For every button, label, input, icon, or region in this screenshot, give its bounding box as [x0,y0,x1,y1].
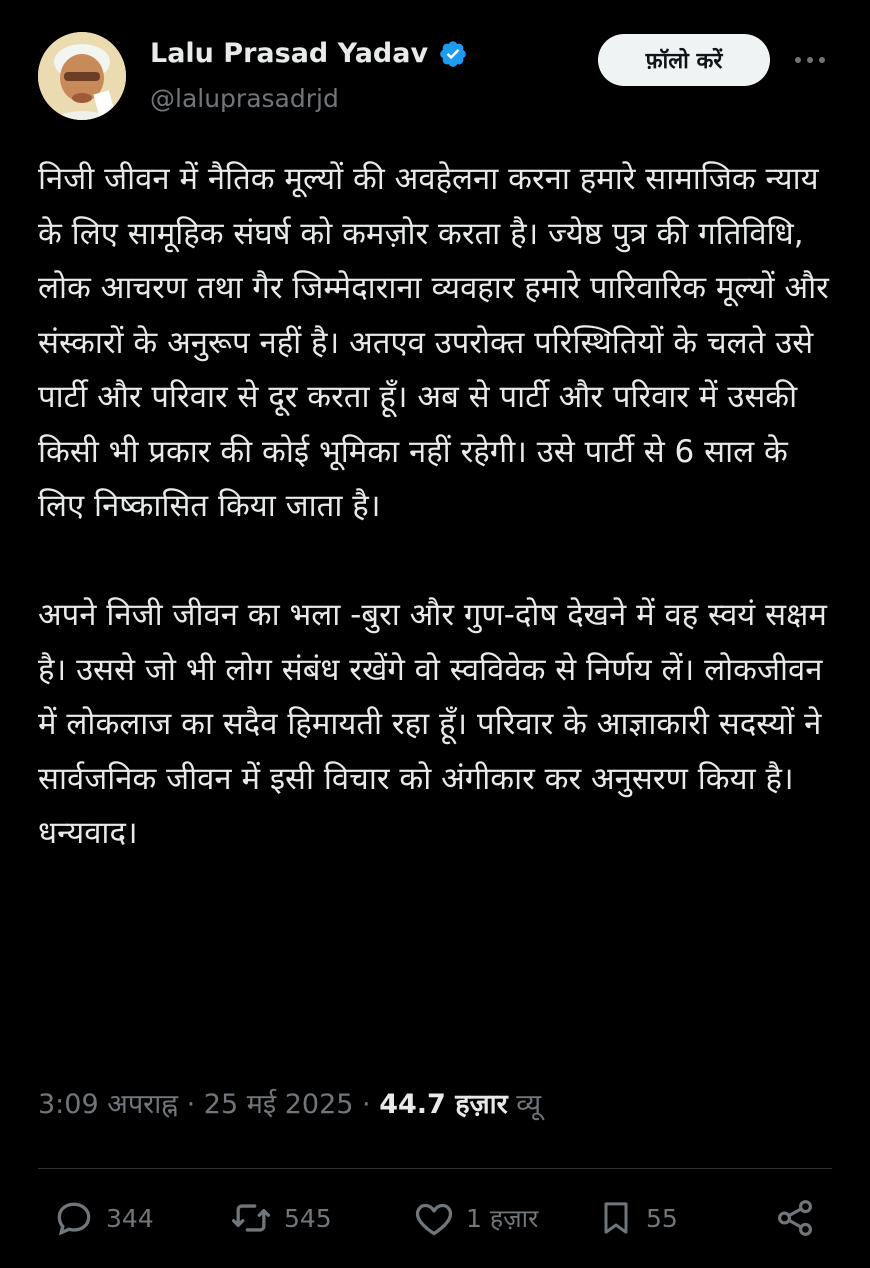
reply-count: 344 [106,1203,154,1233]
share-icon [774,1196,816,1240]
meta-separator: · [186,1089,196,1120]
action-bar [0,1196,870,1256]
bookmark-icon [596,1196,636,1240]
post-header [38,32,838,128]
display-name[interactable]: Lalu Prasad Yadav [150,38,429,69]
like-button[interactable] [412,1196,538,1240]
avatar[interactable] [38,32,126,120]
reply-icon [52,1196,96,1240]
more-options-icon[interactable] [790,46,830,74]
post-time[interactable]: 3:09 अपराह्न [38,1089,179,1120]
repost-button[interactable] [228,1196,332,1240]
post-text: निजी जीवन में नैतिक मूल्यों की अवहेलना करना हमारे सामाजिक न्याय के लिए सामूहिक संघर्ष को कमज़ोर करता है। ज्येष्ठ पुत्र की गतिविधि, लोक आचरण तथा गैर जिम्मेदाराना व्यवहार हमारे पारिवारिक मूल्यों और संस्कारों के अनुरूप नहीं है। अतएव उपरोक्त परिस्थितियों के चलते उसे पार्टी और परिवार से दूर करता हूँ। अब से पार्टी और परिवार में उसकी किसी भी प्रकार की कोई भूमिका नहीं रहेगी। उसे पार्टी से 6 साल के लिए निष्कासित किया जाता है। अपने निजी जीवन का भला -बुरा और गुण-दोष देखने में वह स्वयं सक्षम है। उससे जो भी लोग संबंध रखेंगे वो स्वविवेक से निर्णय लें। लोकजीवन में लोकलाज का सदैव हिमायती रहा हूँ। परिवार के आज्ञाकारी सदस्यों ने सार्वजनिक जीवन में इसी विचार को अंगीकार कर अनुसरण किया है। धन्यवाद। [38,161,829,851]
post-meta [38,1084,541,1121]
views-count: 44.7 हज़ार [379,1089,508,1120]
repost-count: 545 [284,1203,332,1233]
bookmark-button[interactable] [596,1196,678,1240]
like-count: 1 हज़ार [466,1204,539,1233]
share-button[interactable] [774,1196,816,1240]
heart-icon [412,1196,456,1240]
divider [38,1168,832,1169]
views-label: व्यू [516,1089,542,1120]
repost-icon [228,1196,274,1240]
post-date[interactable]: 25 मई 2025 [203,1089,354,1120]
reply-button[interactable] [52,1196,154,1240]
user-handle[interactable]: @laluprasadrjd [150,84,339,113]
meta-separator: · [362,1089,371,1120]
follow-button[interactable]: फ़ॉलो करें [598,34,770,86]
verified-badge-icon [438,39,468,69]
bookmark-count: 55 [646,1203,678,1233]
